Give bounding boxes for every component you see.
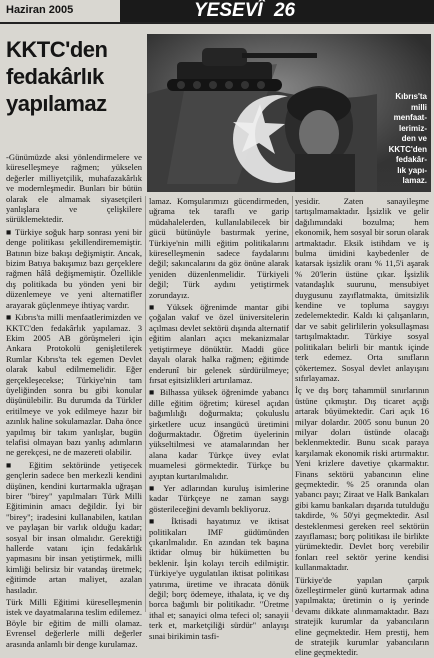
paragraph: ■ Kıbrıs'ta milli menfaatlerimizden ve KKTC'den fedakârlık yapılamaz. 3 Ekim 2005 AB görüşmeleri için Ankara Protokolü genişletilerek Rumlar Kıbrıs'ta tek egemen Devlet olarak kabul edilmemelidir. Eğer gerçekleşecekse; Türkiye'nin tam üyeliğinden sonra bu gibi konular düşünülebilir. Bu durumda da Türkler eritilmeye ve yok edilmeye hazır bir azınlık haline sokulamazlar. Daha önce yapılmış bir takım yanlışlar, bugün telafisi olmayan bazı yanlış adımların ne gerekçesi, ne de mazereti olabilir.: [6, 312, 142, 458]
caption-line: lamaz.: [402, 176, 427, 185]
caption-line: den ve: [401, 134, 427, 143]
paragraph: ■ Yüksek öğrenimde mantar gibi çoğalan vakıf ve özel üniversitelerin açılması devlet sektörü dışında alternatif eğitim alanları açıcı mekanizmalar yetiştirmeye dönüktür. Maddi güce dayalı olarak halka rağmen; eğitimde enderunî bir gelenek sürdürülmeye; fırsat eşitsizlikleri artırılamaz.: [149, 302, 289, 385]
paragraph: ■ Türkiye soğuk harp sonrası yeni bir denge politikası şekillendirememiştir. Batının bize bakışı değişmiştir. Ancak, bizim Batıya bakışımız bazı gerçeklere rağmen hâlâ değişmemiştir. Özellikle dış politikada bu yönden yeni bir düzenlemeye ve yeni alternatifler arayarak güçlenmeye ihtiyaç vardır.: [6, 226, 142, 310]
column-divider: [292, 196, 293, 612]
flag-tank-photo: [147, 34, 431, 192]
paragraph: yesidir. Zaten sanayileşme tartışılmamaktadır. İşsizlik ve gelir dağılımındaki bozulma; hem ekonomik, hem sosyal bir sorun olarak artmaktadır. Eksik istihdam ve iş bulma ümidini kaybedenler de katarsak işsizlik oranı % 11,5'i aşarak % 20'lerin üstüne çıkar. İşsizlik vatandaşlık suurunu, mensubiyet duygusunu zayıflatmakta, ümitsizlik kendine ve topluma saygıyı zedelemektedir. Kaldı ki çalışanların, dar ve sabit gelirlilerin yoksullaşması tartışılmaktadır. Türkiye sosyal politikaları belirli bir mantık içinde terk edemez. Orta sınıfların çökertemez. Sosyal devlet anlayışını sıfırlayamaz.: [295, 196, 429, 383]
caption-line: fedakâr-: [395, 155, 427, 164]
headline-line: yapılamaz: [6, 91, 107, 116]
caption-line: Kıbrıs'ta: [395, 92, 427, 101]
paragraph: ■ Yer adlarından kuruluş isimlerine kadar Türkçeye ne zaman saygı gösterileceğini devamlı bekliyoruz.: [149, 482, 289, 514]
paragraph: -Günümüzde aksi yönlendirmelere ve küreselleşmeye rağmen; yükselen değerler milliyetçilik, muhafazakârlık ve modernleşmedir. Bunları bir bütün olarak ele almamak siyasetçileri yanlışlara ve çelişkilere sürüklemektedir.: [6, 152, 142, 225]
masthead: [120, 0, 434, 22]
paragraph: Türk Milli Eğitimi küreselleşmenin istek ve dayatmalarına teslim edilemez. Böyle bir eğitim de milli olamaz. Evrensel değerlerle milli değerler arasında anlamlı bir denge kurulamaz.: [6, 597, 142, 649]
article-column-1: [6, 152, 142, 649]
paragraph: ■ İktisadi hayatımız ve iktisat politikaları IMF güdümünden çıkarılmalıdır. En azından tek başına iktidar olmuş bir hükümetten bu beklenir. İşin kolayı tercih edilmiştir. Türkiye'ye uygulatılan iktisat politikası yatırıma, üretime ve ihracata dönük değil; borç ödemeye, ithalata, iç ve dış borca bağımlı bir politikadır. "Üretme ithal et; sanayici olma tefeci ol; sanayii terk et, marketçiliği sürdür" anlayışı sınai birikimin tasfi-: [149, 516, 289, 641]
page-number: 26: [273, 0, 296, 21]
article-column-3: [295, 196, 429, 658]
article-headline: [6, 36, 146, 117]
caption-line: milli: [410, 102, 427, 112]
article-column-2: [149, 196, 289, 641]
caption-line: menfaat-: [393, 113, 427, 122]
headline-line: KKTC'den: [6, 37, 108, 62]
header-rule: [0, 22, 434, 24]
paragraph: ■ Bilhassa yüksek öğrenimde yabancı dille eğitim öğretim; küresel açıdan bağımlılığı doğurmakta; çokuluslu şirketlere ucuz insangücü üretimini doğurmaktadır. Öğretim üyelerinin yükseltilmesi ve atamalarından her alana kadar Türkçe üvey evlat muamelesi görmektedir. Türkçe bu ayıptan kurtarılmalıdır.: [149, 387, 289, 481]
page-header: [0, 0, 434, 22]
paragraph: Türkiye'de yapılan çarpık özelleştirmeler günü kurtarmak adına yapılmakta; üretimin o iş yerinde devamı dikkate alınmamaktadır. Bazı stratejik kurumlar da yabancıların eline geçmektedir. Hem prestij, hem de stratejik kurumlar yabancıların eline geçmektedir.: [295, 574, 429, 658]
column-divider: [145, 196, 146, 612]
caption-line: KKTC'den: [388, 144, 427, 154]
headline-line: fedakârlık: [6, 64, 104, 89]
paragraph: lamaz. Komşularımızı gücendirmeden, uğrama tek taraflı ve garip müdahalelerden, kullanılabilecek bir gücü bütünüyle bastırmak yerine, Türkiye'nin milli eğitim politikalarını küreselleşmenin sadece faydalarını değil; sakıncalarını da göz önüne alarak yeniden düzenlenmelidir. Türkiyeli değil; Türk aydını yetiştirmek zorundayız.: [149, 196, 289, 300]
issue-date: Haziran 2005: [6, 4, 74, 16]
caption-line: lerimiz-: [398, 123, 427, 133]
publication-name: YESEVÎ: [194, 0, 263, 21]
caption-line: lık yapı-: [397, 165, 427, 175]
paragraph: ■ Eğitim sektöründe yetişecek gençlerin sadece ben merkezli kendini düşünen, kendini kurtarmakla uğraşan birer "birey" yapılmaları Türk Milli Eğitiminin amacı değildir. İyi bir "birey"; iradesini kullanabilen, katılan ve paylaşan bir varlık olduğu kadar; sosyal bir insan olmalıdır. Gerektiği hallerde vatanı için fedakârlık yapmasını bir insan yetiştirmek, milli kimliği belirsiz bir vatandaş üretmek; eğitimde artan maliyet, azalan hasıladır.: [6, 459, 142, 595]
photo-caption: [365, 92, 427, 187]
paragraph: İç ve dış borç tahammül sınırlarının üstüne çıkmıştır. Dış ticaret açığı artarak büyümektedir. Cari açık 16 milyar dolardır. 2005 sonu bunun 20 milyar doları üstünde olacağı beklenmektedir. Bunu sıcak paraya karşılamak ekonomik riski artırmaktır. Yeni krizlere davetiye çıkarmaktır. Finans sektörü yabancının eline geçmektedir. % 25 oranında olan yabancı payı; Ziraat ve Halk Bankaları gibi kamu bankaları dışarıda tutulduğu takdirde, % 50'yi geçmektedir. Asıl desteklenmesi gereken reel sektörün zayıflaması; borç politikası ile birlikte yürümektedir. Devlet borç verebilir fonları reel sektör yerine kendisi kullanmaktadır.: [295, 385, 429, 573]
